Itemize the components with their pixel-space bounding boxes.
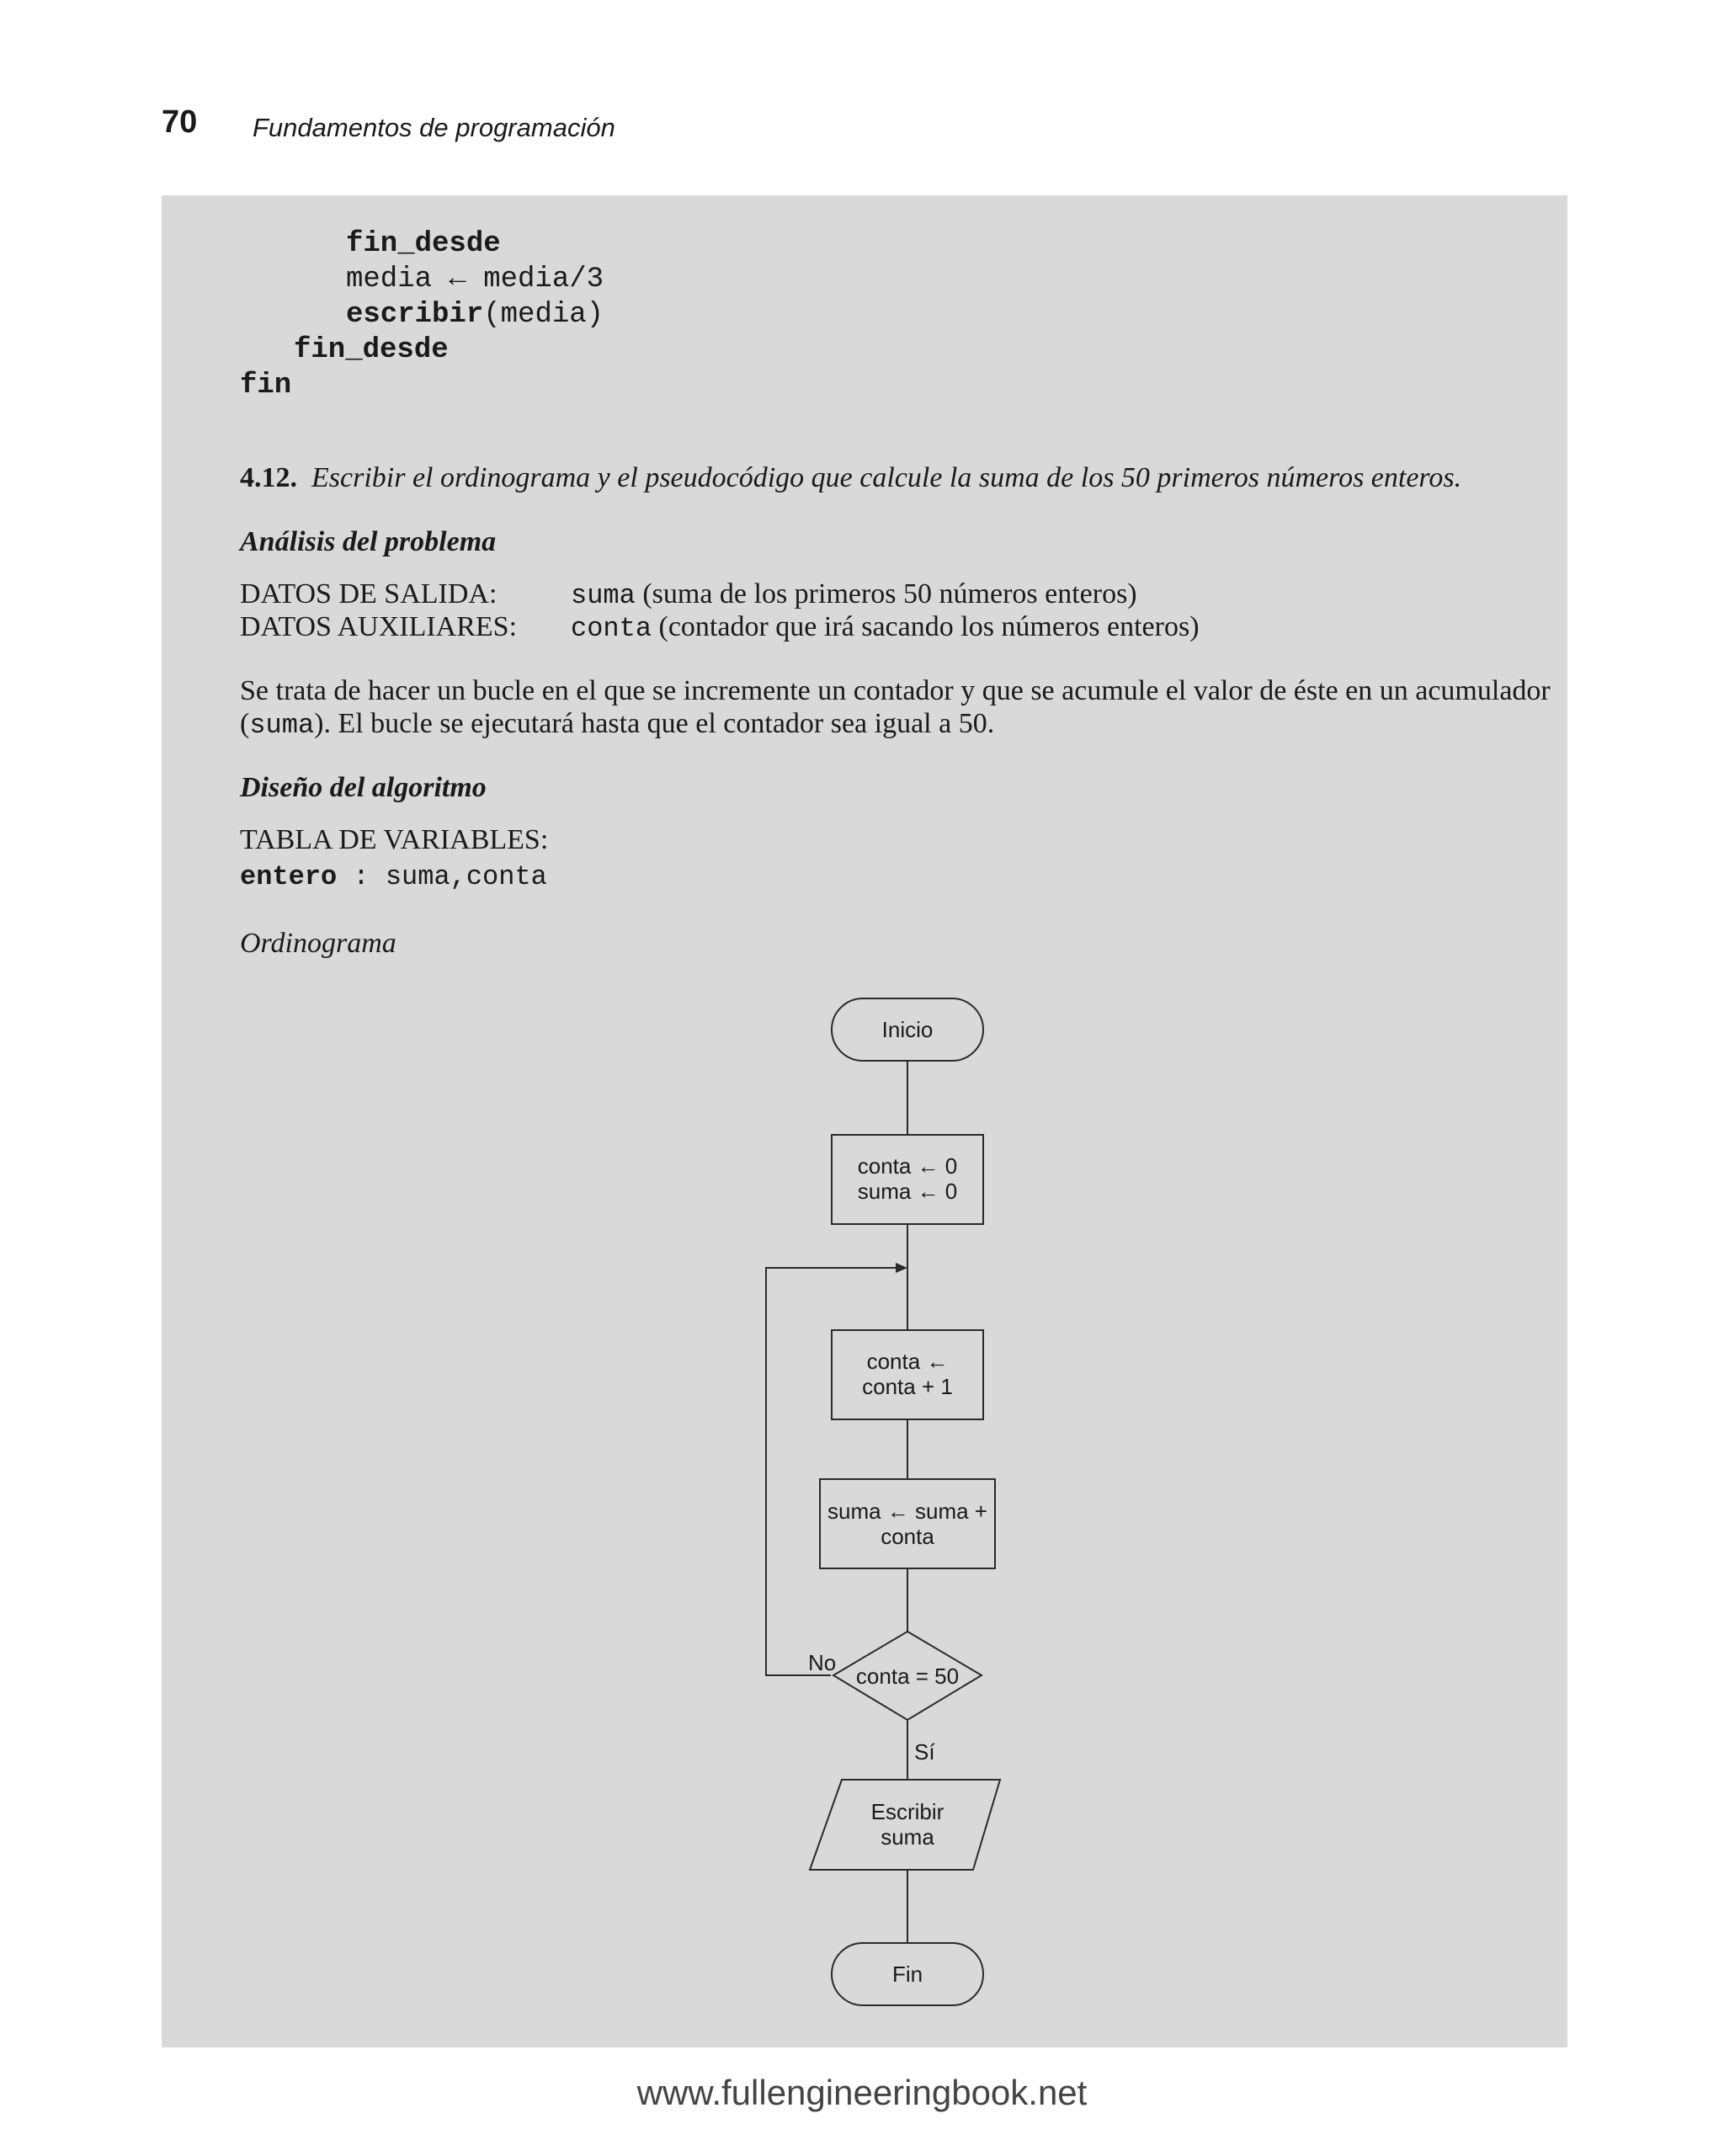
decision-label: conta = 50 (855, 1664, 960, 1689)
increment-line-2: conta + 1 (862, 1374, 953, 1399)
footer-url: www.fullengineeringbook.net (636, 2073, 1088, 2112)
code-line-5: fin (240, 370, 292, 402)
loop-arrowhead (896, 1263, 907, 1273)
accumulate-line-2: conta (881, 1524, 934, 1549)
output-line-2: suma (881, 1824, 934, 1850)
end-label: Fin (891, 1962, 923, 1987)
output-data-label: DATOS DE SALIDA: (240, 578, 498, 610)
content-panel (162, 195, 1567, 2047)
aux-data-value: conta (contador que irá sacando los números enteros) (571, 611, 1200, 644)
flowchart (162, 195, 1567, 2047)
problem-text: Escribir el ordinograma y el pseudocódigo que calcule la suma de los 50 primeros números enteros. (311, 462, 1462, 493)
start-label: Inicio (881, 1017, 934, 1042)
running-title: Fundamentos de programación (253, 113, 615, 142)
no-branch-label: No (808, 1650, 837, 1675)
init-line-1: conta ← 0 (857, 1153, 958, 1179)
code-line-1: fin_desde (346, 228, 501, 260)
output-line-1: Escribir (870, 1799, 944, 1824)
code-line-2: media ← media/3 (346, 264, 604, 295)
increment-line-1: conta ← (866, 1349, 949, 1374)
design-heading: Diseño del algoritmo (240, 772, 487, 803)
analysis-paragraph-line-1: Se trata de hacer un bucle en el que se incremente un contador y que se acumule el valor de éste en un acumulador (240, 675, 1551, 706)
analysis-heading: Análisis del problema (240, 526, 497, 557)
page-header (162, 104, 1593, 155)
variables-table-label: TABLA DE VARIABLES: (240, 824, 549, 855)
aux-data-label: DATOS AUXILIARES: (240, 611, 518, 642)
page-number: 70 (162, 104, 198, 140)
problem-number: 4.12. (240, 462, 297, 493)
ordinograma-label: Ordinograma (240, 928, 396, 959)
init-line-2: suma ← 0 (857, 1179, 958, 1204)
accumulate-line-1: suma ← suma + (827, 1499, 988, 1524)
variables-declaration: entero : suma,conta (240, 861, 547, 892)
output-data-value: suma (suma de los primeros 50 números enteros) (571, 578, 1137, 611)
code-line-4: fin_desde (294, 334, 449, 366)
analysis-paragraph-line-2: (suma). El bucle se ejecutará hasta que el contador sea igual a 50. (240, 708, 995, 741)
loop-back-line (766, 1268, 897, 1675)
code-line-3: escribir(media) (346, 299, 604, 331)
yes-branch-label: Sí (914, 1739, 935, 1765)
